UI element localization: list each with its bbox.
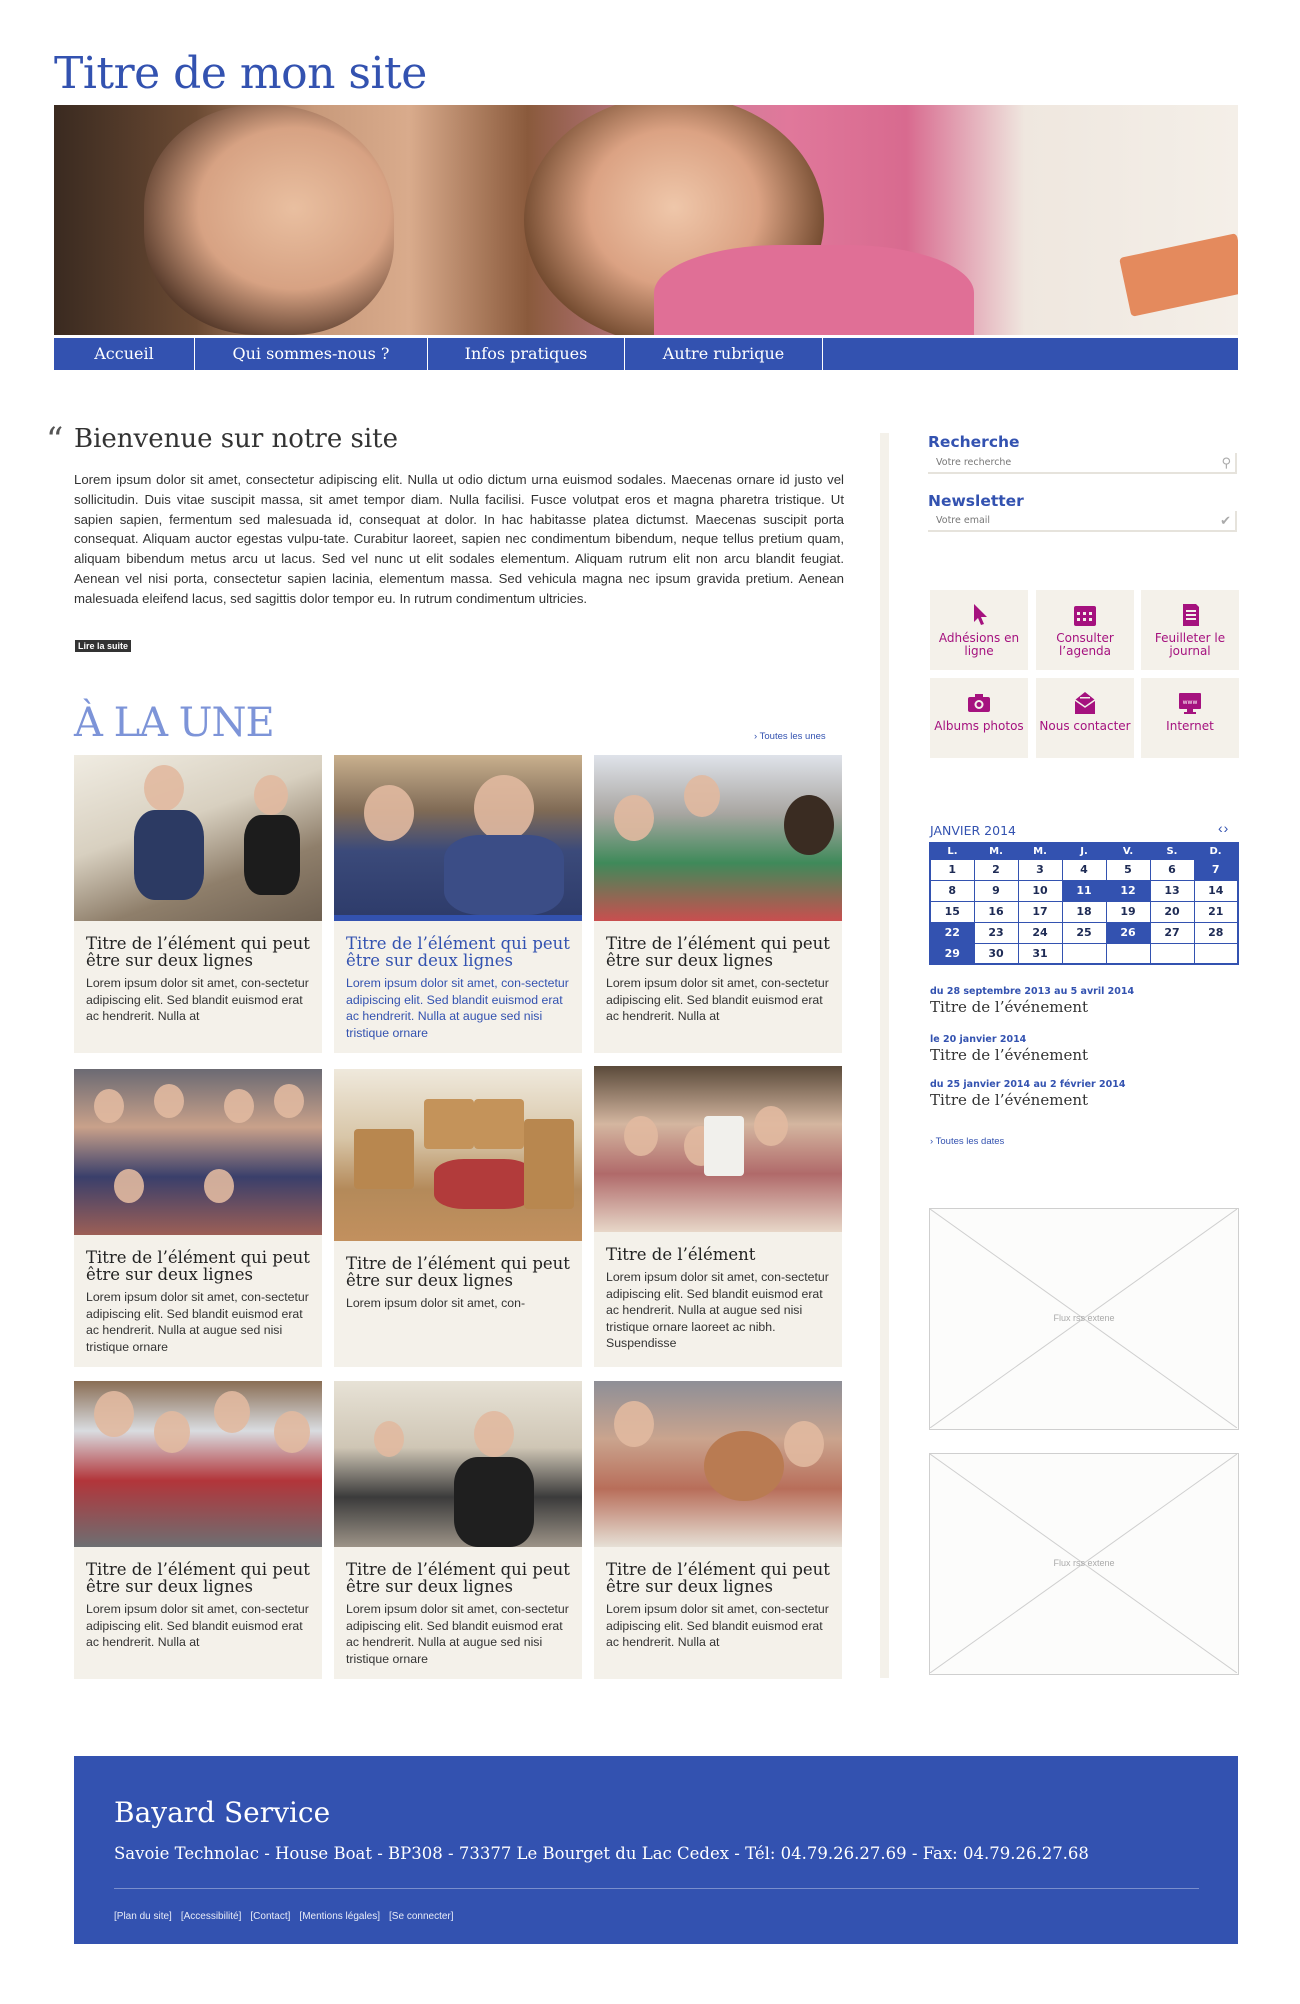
card-photo bbox=[74, 755, 322, 921]
calendar-day[interactable]: 31 bbox=[1018, 943, 1062, 964]
card-text: Lorem ipsum dolor sit amet, con- bbox=[346, 1296, 526, 1310]
main-nav bbox=[54, 338, 1238, 370]
tile-journal[interactable] bbox=[1141, 590, 1239, 670]
footer-link-mentions[interactable]: [Mentions légales] bbox=[299, 1911, 381, 1922]
card-photo bbox=[594, 755, 842, 921]
calendar-day[interactable]: 19 bbox=[1106, 901, 1150, 922]
card-photo bbox=[334, 1069, 582, 1241]
calendar-day[interactable]: 4 bbox=[1062, 859, 1106, 880]
calendar-day[interactable]: 18 bbox=[1062, 901, 1106, 922]
tile-contact[interactable] bbox=[1036, 678, 1134, 758]
weekday: S. bbox=[1150, 843, 1194, 859]
calendar-day[interactable]: 14 bbox=[1194, 880, 1238, 901]
calendar-day[interactable]: 13 bbox=[1150, 880, 1194, 901]
calendar-day[interactable]: 17 bbox=[1018, 901, 1062, 922]
all-une-link[interactable]: › Toutes les unes bbox=[754, 731, 826, 742]
event-title[interactable]: Titre de l’événement bbox=[930, 1091, 1089, 1109]
calendar-empty-cell bbox=[1106, 943, 1150, 964]
search-input[interactable] bbox=[928, 453, 1237, 474]
tile-label: Albums photos bbox=[934, 719, 1024, 733]
welcome-text: Lorem ipsum dolor sit amet, consectetur adipiscing elit. Nulla ut odio dictum urna euismod sodales. Maecenas ornare id justo vel sollicitudin. Duis vitae suscipit massa, sit amet tempor diam. Nulla facilisi. Fusce volutpat eros et magna pharetra tristique. Ut sapien sapien, fermentum sed malesuada id, consequat at dolor. In hac habitasse platea dictumst. Maecenas suscipit porta consequat. Aliquam auctor egestas vulpu-tate. Curabitur laoreet, sapien nec condimentum bibendum, neque tellus pretium quam, aliquam bibendum metus arcu ut lacus. Sed vel nunc ut elit sodales elementum. Aliquam rutrum elit non arcu blandit feugiat. Aenean vel nisi porta, consectetur sapien lacinia, elementum massa. Sed vehicula magna nec ipsum gravida pretium. Aenean malesuada eleifend lacus, sed sagittis dolor tempor eu. In rutrum condimentum ultricies. bbox=[74, 472, 844, 606]
calendar-day[interactable]: 25 bbox=[1062, 922, 1106, 943]
card-text: Lorem ipsum dolor sit amet, con-sectetur adipiscing elit. Sed blandit euismod erat ac hendrerit. Nulla at bbox=[606, 1602, 829, 1649]
une-card-3[interactable] bbox=[594, 755, 842, 1053]
nav-item-infos-pratiques[interactable]: Infos pratiques bbox=[428, 338, 625, 370]
weekday: M. bbox=[974, 843, 1018, 859]
calendar-icon bbox=[1071, 602, 1099, 628]
calendar-day[interactable]: 27 bbox=[1150, 922, 1194, 943]
une-section-title: À LA UNE bbox=[74, 700, 274, 746]
cursor-icon bbox=[965, 602, 993, 628]
une-card-6[interactable] bbox=[594, 1066, 842, 1367]
card-text: Lorem ipsum dolor sit amet, con-sectetur adipiscing elit. Sed blandit euismod erat ac hendrerit. Nulla at bbox=[86, 1602, 309, 1649]
footer bbox=[74, 1756, 1238, 1944]
rss-feed-box-1[interactable] bbox=[929, 1208, 1239, 1430]
calendar-day[interactable]: 12 bbox=[1106, 880, 1150, 901]
calendar-day[interactable]: 6 bbox=[1150, 859, 1194, 880]
calendar-empty-cell bbox=[1150, 943, 1194, 964]
quote-icon: “ bbox=[46, 420, 64, 460]
calendar-month: JANVIER 2014 bbox=[930, 823, 1016, 838]
card-text: Lorem ipsum dolor sit amet, con-sectetur adipiscing elit. Sed blandit euismod erat ac hendrerit. Nulla at augue sed nisi tristique ornare bbox=[346, 1602, 569, 1666]
footer-title: Bayard Service bbox=[114, 1796, 331, 1829]
card-title: Titre de l’élément qui peut être sur deux lignes bbox=[606, 1560, 830, 1596]
event-date: du 28 septembre 2013 au 5 avril 2014 bbox=[930, 986, 1135, 997]
welcome-title: Bienvenue sur notre site bbox=[74, 424, 398, 454]
newsletter-email-input[interactable] bbox=[928, 511, 1237, 532]
banner-photo bbox=[54, 105, 1238, 335]
tile-agenda[interactable] bbox=[1036, 590, 1134, 670]
column-divider bbox=[880, 433, 889, 1678]
une-card-5[interactable] bbox=[334, 1069, 582, 1367]
rss-label: Flux rss extene bbox=[1053, 1313, 1115, 1323]
event-date: du 25 janvier 2014 au 2 février 2014 bbox=[930, 1079, 1126, 1090]
search-placeholder: Votre recherche bbox=[936, 457, 1012, 468]
une-card-4[interactable] bbox=[74, 1069, 322, 1367]
nav-item-autre-rubrique[interactable]: Autre rubrique bbox=[625, 338, 823, 370]
card-photo bbox=[594, 1066, 842, 1232]
rss-label: Flux rss extene bbox=[1053, 1558, 1115, 1568]
card-photo bbox=[74, 1381, 322, 1547]
card-title: Titre de l’élément qui peut être sur deux lignes bbox=[86, 1560, 310, 1596]
tile-label: Internet bbox=[1166, 719, 1214, 733]
calendar-nav-arrows-icon[interactable]: ‹› bbox=[1218, 820, 1230, 836]
calendar-empty-cell bbox=[1062, 943, 1106, 964]
card-title: Titre de l’élément qui peut être sur deux lignes bbox=[346, 1254, 570, 1290]
card-photo bbox=[334, 1381, 582, 1547]
une-card-9[interactable] bbox=[594, 1381, 842, 1679]
tile-label: Nous contacter bbox=[1039, 719, 1131, 733]
tile-label: Consulter l’agenda bbox=[1056, 631, 1114, 658]
calendar-empty-cell bbox=[1194, 943, 1238, 964]
card-text: Lorem ipsum dolor sit amet, con-sectetur adipiscing elit. Sed blandit euismod erat ac hendrerit. Nulla at bbox=[606, 976, 829, 1023]
footer-divider bbox=[114, 1888, 1199, 1889]
calendar-day[interactable]: 2 bbox=[974, 859, 1018, 880]
weekday: J. bbox=[1062, 843, 1106, 859]
all-dates-link[interactable]: › Toutes les dates bbox=[930, 1136, 1005, 1147]
weekday: V. bbox=[1106, 843, 1150, 859]
card-photo bbox=[334, 755, 582, 921]
journal-icon bbox=[1176, 602, 1204, 628]
calendar-day[interactable]: 24 bbox=[1018, 922, 1062, 943]
card-title: Titre de l’élément qui peut être sur deux lignes bbox=[86, 1248, 310, 1284]
calendar-day[interactable]: 1 bbox=[930, 859, 974, 880]
www-icon bbox=[1176, 690, 1204, 716]
calendar-day[interactable]: 7 bbox=[1194, 859, 1238, 880]
footer-links bbox=[114, 1911, 454, 1922]
card-text: Lorem ipsum dolor sit amet, con-sectetur adipiscing elit. Sed blandit euismod erat ac hendrerit. Nulla at augue sed nisi tristique ornare bbox=[86, 1290, 309, 1354]
rss-feed-box-2[interactable] bbox=[929, 1453, 1239, 1675]
tile-albums[interactable] bbox=[930, 678, 1028, 758]
tile-adhesions[interactable] bbox=[930, 590, 1028, 670]
calendar-day[interactable]: 9 bbox=[974, 880, 1018, 901]
search-label: Recherche bbox=[928, 433, 1020, 451]
weekday: L. bbox=[930, 843, 974, 859]
email-placeholder: Votre email bbox=[936, 515, 991, 526]
footer-link-contact[interactable]: [Contact] bbox=[250, 1911, 291, 1922]
weekday: D. bbox=[1194, 843, 1238, 859]
calendar-day[interactable]: 28 bbox=[1194, 922, 1238, 943]
weekday: M. bbox=[1018, 843, 1062, 859]
calendar-day[interactable]: 15 bbox=[930, 901, 974, 922]
tile-label: Feuilleter le journal bbox=[1154, 631, 1226, 658]
event-title[interactable]: Titre de l’événement bbox=[930, 998, 1089, 1016]
calendar-day[interactable]: 20 bbox=[1150, 901, 1194, 922]
calendar-day[interactable]: 21 bbox=[1194, 901, 1238, 922]
card-photo bbox=[594, 1381, 842, 1547]
une-card-8[interactable] bbox=[334, 1381, 582, 1679]
card-title: Titre de l’élément qui peut être sur deux lignes bbox=[606, 934, 830, 970]
calendar-day[interactable]: 29 bbox=[930, 943, 974, 964]
calendar-day[interactable]: 23 bbox=[974, 922, 1018, 943]
nav-item-qui-sommes-nous[interactable]: Qui sommes-nous ? bbox=[195, 338, 428, 370]
calendar-day[interactable]: 5 bbox=[1106, 859, 1150, 880]
footer-address: Savoie Technolac - House Boat - BP308 - 73377 Le Bourget du Lac Cedex - Tél: 04.79.26.27.69 - Fax: 04.79.26.27.68 bbox=[114, 1844, 1089, 1863]
event-date: le 20 janvier 2014 bbox=[930, 1034, 1027, 1045]
card-text: Lorem ipsum dolor sit amet, con-sectetur adipiscing elit. Sed blandit euismod erat ac hendrerit. Nulla at augue sed nisi tristique ornare laoreet ac nibh. Suspendisse bbox=[606, 1270, 829, 1350]
une-card-1[interactable] bbox=[74, 755, 322, 1053]
card-title: Titre de l’élément qui peut être sur deux lignes bbox=[346, 1560, 570, 1596]
event-title[interactable]: Titre de l’événement bbox=[930, 1046, 1089, 1064]
card-text: Lorem ipsum dolor sit amet, con-sectetur adipiscing elit. Sed blandit euismod erat ac hendrerit. Nulla at bbox=[86, 976, 309, 1023]
check-icon[interactable]: ✔ bbox=[1220, 514, 1231, 529]
footer-link-plan[interactable]: [Plan du site] bbox=[114, 1911, 172, 1922]
camera-icon bbox=[965, 690, 993, 716]
footer-link-connexion[interactable]: [Se connecter] bbox=[389, 1911, 454, 1922]
calendar-day[interactable]: 10 bbox=[1018, 880, 1062, 901]
card-photo bbox=[74, 1069, 322, 1235]
calendar-day[interactable]: 8 bbox=[930, 880, 974, 901]
card-text: Lorem ipsum dolor sit amet, con-sectetur adipiscing elit. Sed blandit euismod erat ac hendrerit. Nulla at augue sed nisi tristique ornare bbox=[346, 976, 569, 1040]
calendar-day[interactable]: 22 bbox=[930, 922, 974, 943]
read-more-button[interactable]: Lire la suite bbox=[75, 640, 131, 652]
calendar-day[interactable]: 3 bbox=[1018, 859, 1062, 880]
search-icon[interactable]: ⚲ bbox=[1221, 456, 1231, 471]
newsletter-label: Newsletter bbox=[928, 492, 1024, 510]
une-card-2[interactable] bbox=[334, 755, 582, 1053]
tile-internet[interactable] bbox=[1141, 678, 1239, 758]
nav-item-accueil[interactable]: Accueil bbox=[54, 338, 195, 370]
une-card-7[interactable] bbox=[74, 1381, 322, 1679]
tile-label: Adhésions en ligne bbox=[938, 631, 1020, 658]
mail-icon bbox=[1071, 690, 1099, 716]
calendar-day[interactable]: 30 bbox=[974, 943, 1018, 964]
card-title: Titre de l’élément qui peut être sur deux lignes bbox=[86, 934, 310, 970]
calendar-day[interactable]: 26 bbox=[1106, 922, 1150, 943]
calendar-grid bbox=[929, 842, 1239, 965]
card-title: Titre de l’élément qui peut être sur deux lignes bbox=[346, 934, 570, 970]
site-title[interactable]: Titre de mon site bbox=[54, 48, 427, 99]
calendar-day[interactable]: 16 bbox=[974, 901, 1018, 922]
calendar-day[interactable]: 11 bbox=[1062, 880, 1106, 901]
svg-text:www: www bbox=[1182, 699, 1198, 706]
card-title: Titre de l’élément bbox=[606, 1245, 756, 1264]
footer-link-accessibilite[interactable]: [Accessibilité] bbox=[180, 1911, 242, 1922]
